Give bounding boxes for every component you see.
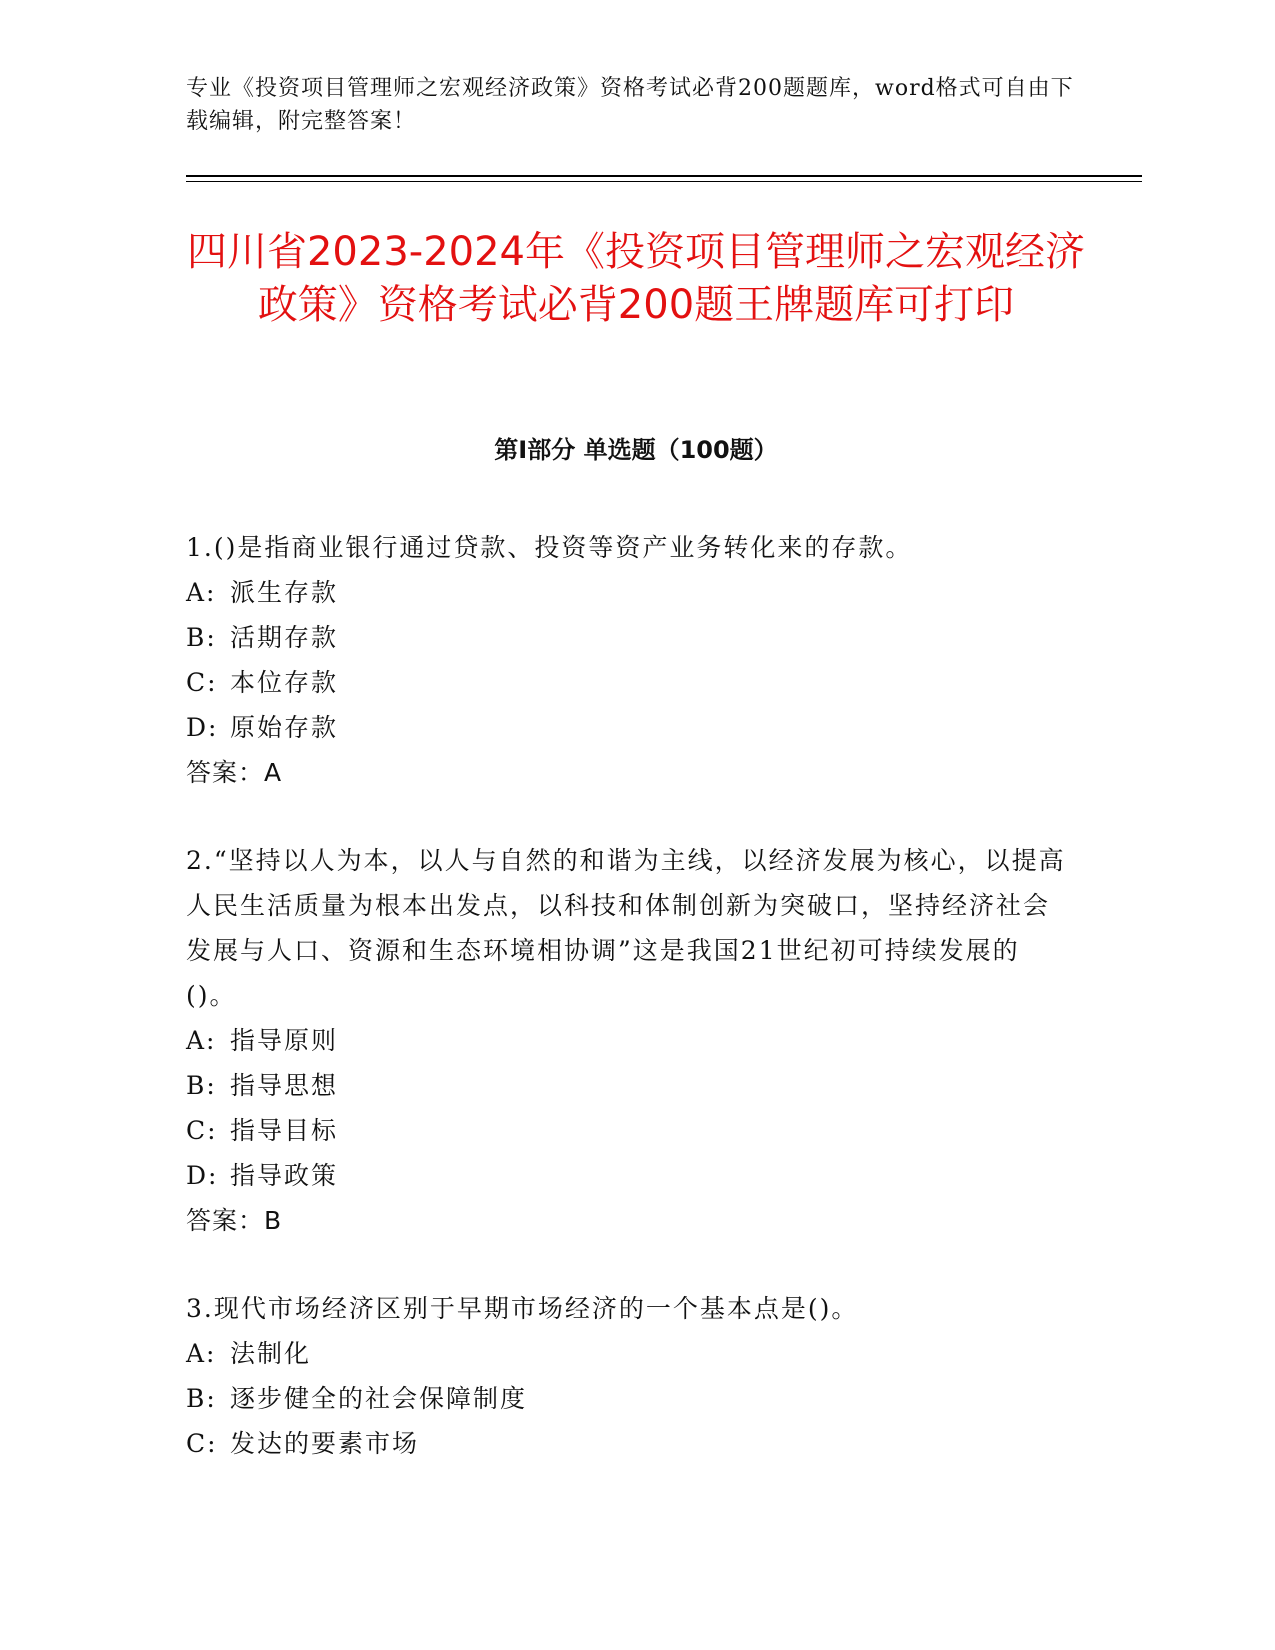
option-text: 原始存款	[230, 713, 339, 742]
section-heading: 第I部分 单选题（100题）	[494, 436, 778, 464]
question-stem: 3.现代市场经济区别于早期市场经济的一个基本点是()。	[186, 1294, 859, 1323]
answer-prefix: 答案：	[186, 1206, 265, 1235]
option-text: 发达的要素市场	[230, 1429, 420, 1458]
answer-line	[186, 750, 1066, 795]
option-key: B:	[186, 1384, 217, 1413]
option-key: A:	[186, 578, 217, 607]
option-key: D:	[186, 713, 219, 742]
option-c	[186, 1421, 1066, 1466]
option-b	[186, 1376, 1066, 1421]
option-key: D:	[186, 1161, 219, 1190]
question-stem: 2.“坚持以人为本，以人与自然的和谐为主线，以经济发展为核心，以提高人民生活质量为根本出发点，以科技和体制创新为突破口，坚持经济社会发展与人口、资源和生态环境相协调”这是我国21世纪初可持续发展的()。	[186, 846, 1066, 1010]
option-text: 派生存款	[230, 578, 339, 607]
option-text: 逐步健全的社会保障制度	[230, 1384, 528, 1413]
option-b	[186, 1063, 1066, 1108]
option-key: C:	[186, 1116, 218, 1145]
option-c	[186, 660, 1066, 705]
option-key: C:	[186, 668, 218, 697]
option-text: 活期存款	[230, 623, 339, 652]
option-text: 指导思想	[230, 1071, 339, 1100]
answer-prefix: 答案：	[186, 758, 265, 787]
option-c	[186, 1108, 1066, 1153]
option-text: 指导原则	[230, 1026, 339, 1055]
option-key: B:	[186, 1071, 217, 1100]
option-key: B:	[186, 623, 217, 652]
option-key: A:	[186, 1026, 217, 1055]
option-d	[186, 1153, 1066, 1198]
option-text: 本位存款	[230, 668, 339, 697]
question-3	[186, 1286, 1066, 1466]
option-d	[186, 705, 1066, 750]
question-1	[186, 525, 1066, 795]
answer-value: A	[264, 758, 283, 787]
option-text: 指导目标	[230, 1116, 339, 1145]
document-title: 四川省2023-2024年《投资项目管理师之宏观经济政策》资格考试必背200题王牌题库可打印	[186, 229, 1086, 328]
option-key: C:	[186, 1429, 218, 1458]
header-rule-thick	[186, 175, 1142, 177]
question-2	[186, 838, 1066, 1243]
option-b	[186, 615, 1066, 660]
answer-value: B	[264, 1206, 283, 1235]
header-note: 专业《投资项目管理师之宏观经济政策》资格考试必背200题题库，word格式可自由下载编辑，附完整答案！	[186, 76, 1074, 134]
option-a	[186, 1331, 1066, 1376]
option-text: 指导政策	[230, 1161, 339, 1190]
option-text: 法制化	[230, 1339, 312, 1368]
option-a	[186, 570, 1066, 615]
option-a	[186, 1018, 1066, 1063]
answer-line	[186, 1198, 1066, 1243]
question-stem: 1.()是指商业银行通过贷款、投资等资产业务转化来的存款。	[186, 533, 913, 562]
option-key: A:	[186, 1339, 217, 1368]
question-list	[186, 525, 1066, 1509]
header-rule-thin	[186, 181, 1142, 182]
